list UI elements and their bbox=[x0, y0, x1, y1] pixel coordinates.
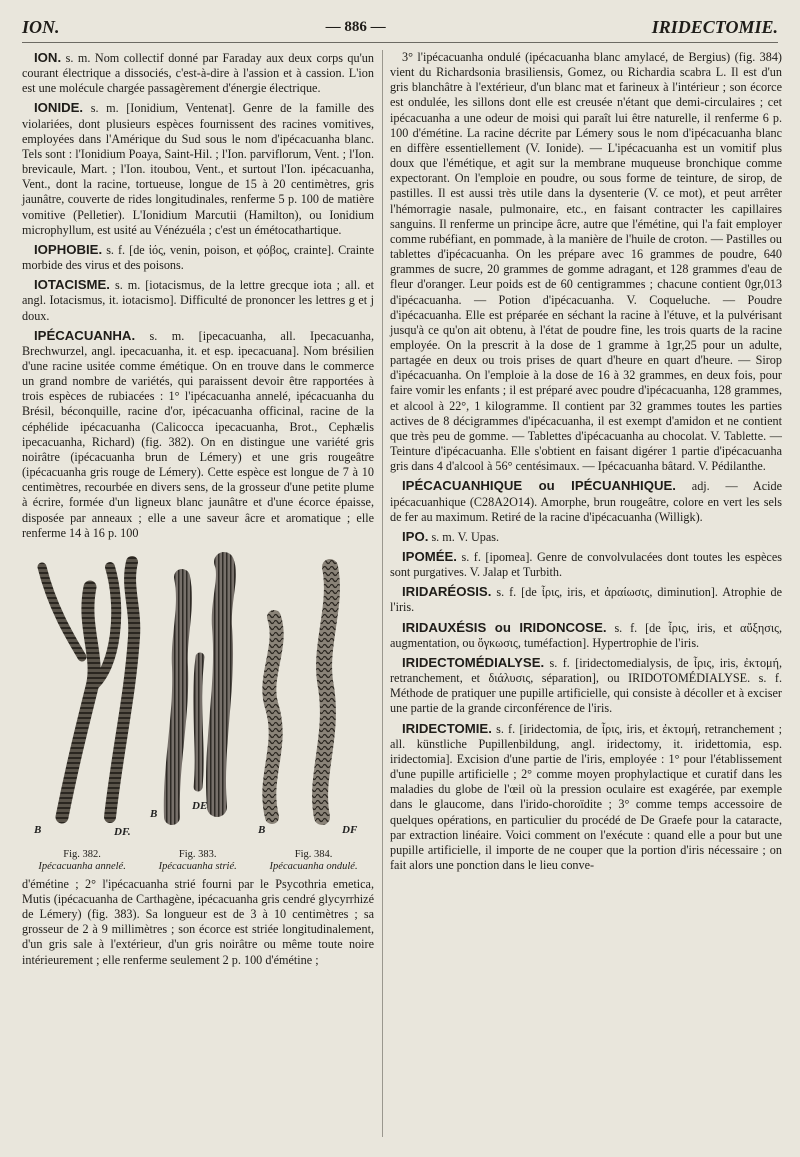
running-head bbox=[22, 12, 778, 43]
root-383-a bbox=[172, 577, 184, 817]
figure-ipecacuanha-roots bbox=[22, 547, 374, 873]
entry-iridectomie: IRIDECTOMIE. s. f. [iridectomia, de ἶρις, iris, et ἐκτομή, retranchement ; all. künstliche Pupillenbildung, angl. iridectomy, it. iridettomia, esp. iridectomia]. Excision d'une partie de l'iris, employée : 1° pour l'établissement d'une pupille artificielle ; 2° comme moyen prophylactique et curatif dans les maladies du globe de l'œil où la pression oculaire est exagérée, par exemple dans le glaucome, dans l'irido-choroïdite ; 3° comme temps accessoire de quelques opérations, en particulier du procédé de De Graefe pour la cataracte, par extraction linéaire. Voici comment on l'exécute : quand elle a pour but une pupille artificielle, il importe de ne couper que la portion d'iris nécessaire ; on fait alors une ponction dans le lieu conve- bbox=[390, 720, 782, 872]
root-383-b bbox=[216, 562, 226, 807]
engraver-mark: DE bbox=[192, 799, 208, 812]
entry-iridauxesis: IRIDAUXÉSIS ou IRIDONCOSE. s. f. [de ἶρις, iris, et αὔξησις, augmentation, ou ὄγκωσις, tuméfaction]. Hypertrophie de l'iris. bbox=[390, 619, 783, 650]
caption-fig-384: Fig. 384. Ipécacuanha ondulé. bbox=[269, 848, 358, 872]
root-382-c bbox=[42, 567, 82, 657]
entry-iophobie: IOPHOBIE. s. f. [de ἰός, venin, poison, et φόβος, crainte]. Crainte morbide des virus et des poisons. bbox=[22, 241, 374, 273]
entry-ipecacuanhique: IPÉCACUANHIQUE ou IPÉCUANHIQUE. adj. — Acide ipécacuanhique (C28A2O14). Amorphe, brun rougeâtre, colore en vert les sels de fer au maximum. Retiré de la racine d'ipécacuanha (Willigk). bbox=[390, 478, 782, 524]
entry-iridectomedialyse: IRIDECTOMÉDIALYSE. s. f. [iridectomedialysis, de ἶρις, iris, ἐκτομή, retranchement, et διάλυσις, séparation], ou IRIDOTOMÉDIALYSE. s. f. Méthode de pratiquer une pupille artificielle, qui consiste à décoller et à exciser une partie de la grande circonférence de l'iris. bbox=[390, 654, 782, 716]
running-head-left: ION. bbox=[22, 16, 60, 37]
figure-captions bbox=[22, 849, 374, 873]
page-number: — 886 — bbox=[325, 18, 386, 35]
entry-ipecacuanha-cont: 3° l'ipécacuanha ondulé (ipécacuanha blanc amylacé, de Bergius) (fig. 384) vient du Richardsonia brasiliensis, Gomez, ou Richardia scabra L. Il est d'un gris blanchâtre à l'extérieur, d'un blanc mat et farineux à l'intérieur ; son écorce est ondulée, les sillons dont elle est creusée n'étant que demi-circulaires ; cet ipécacuanha a une odeur de moisi qui paraît lui être naturelle, il renferme 6 p. 100 d'émétine. La racine décrite par Lémery sous le nom d'ipécacuanha blanc en diffère essentiellement (V. Ionide). — L'ipécacuanha est un vomitif plus doux que l'émétique, et agit sur la membrane muqueuse bronchique comme expectorant. On l'emploie en poudre, ou sous forme de teinture, de sirop, de pastilles. Il est aussi très utile dans la dysenterie (V. ce mot), et peut arrêter l'hémorragie nasale, pulmonaire, etc., en faisant contracter les capillaires sanguins. Il renferme un principe âcre, autre que l'émétine, qui l'a fait employer comme rubéfiant, en pommade, à la manière de l'huile de croton. — Pastilles ou tablettes d'ipécacuanha. On les prépare avec 16 grammes de poudre, 640 grammes de sucre, 20 grammes de gomme adragant, et 128 grammes d'eau de fleur d'oranger. Leur poids est de 60 centigrammes ; chacune contient 0gr,013 d'ipécacuanha. — Potion d'ipécacuanha. V. Coqueluche. — Poudre d'ipécacuanha. Elle est préparée en séchant la racine à l'étuve, et la pulvérisant jusqu'à ce qu'on ait obtenu, à l'état de poudre fine, les trois quarts de la racine employée. On la prescrit à la dose de 1 gramme à 1gr,25 pour un adulte, partagée en deux ou trois prises de quart d'heure en quart d'heure. — Sirop d'ipécacuanha. On l'emploie à la dose de 16 à 32 grammes, en deux fois, pour faire vomir les enfants ; il est préparé avec poudre d'ipécacuanha, 128 grammes, et alcool à 22°, 1 kilogramme. Il contient par 32 grammes toutes les parties actives de 8 décigrammes d'ipécacuanha, il est exempt d'amidon et ne contient que très peu de gomme. — Tablettes d'ipécacuanha au chocolat. V. Tablette. — Teinture d'ipécacuanha. Elle s'obtient en faisant digérer 1 partie d'ipécacuanha gris dans 4 d'alcool à 56° centésimaux. — Ipécacuanha bâtard. V. Pédilanthe. bbox=[390, 50, 782, 474]
entry-ipo: IPO. s. m. V. Upas. bbox=[402, 528, 500, 544]
entry-ipecacuanha: IPÉCACUANHA. s. m. [ipecacuanha, all. Ipecacuanha, Brechwurzel, angl. ipecacuanha, it. et esp. ipecacuana]. Nom brésilien d'une racine usitée comme émétique. On en trouve dans le commerce un grand nombre de variétés, qui paraissent devoir être rapportées à trois espèces de rubiacées : 1° l'ipécacuanha annelé, ipécacuanha du Brésil, béconquille, racine d'or, ipécacuanha officinal, racine de la céphélide ipécacuanha (Calicocca ipecacuanha, Brot., Cephælis ipecacuanha, Richard) (fig. 382). On en distingue une variété gris noirâtre (ipécacuanha brun de Lémery) et une gris rougeâtre (ipécacuanha gris rouge de Lémery). Cette espèce est longue de 7 à 10 centimètres, recourbée en divers sens, de la grosseur d'une petite plume à écrire, formée d'un ligneux blanc jaunâtre et d'une écorce épaisse, disposée par anneaux ; elle a une saveur âcre et aromatique ; elle renferme 14 à 16 p. 100 bbox=[22, 327, 374, 540]
engraver-mark: B bbox=[34, 823, 42, 836]
entry-iotacisme: IOTACISME. s. m. [iotacismus, de la lettre grecque iota ; all. et angl. Iotacismus, it. iotacismo]. Difficulté de prononcer les lettres g et j doux. bbox=[22, 277, 375, 323]
engraver-mark: DF bbox=[342, 823, 358, 836]
right-column bbox=[390, 50, 782, 873]
running-head-right: IRIDECTOMIE. bbox=[651, 16, 778, 37]
caption-fig-382: Fig. 382. Ipécacuanha annelé. bbox=[38, 848, 126, 872]
entry-iridareosis: IRIDARÉOSIS. s. f. [de ἶρις, iris, et ἀραίωσις, diminution]. Atrophie de l'iris. bbox=[390, 584, 783, 615]
engraver-mark: B bbox=[150, 807, 158, 820]
engraver-mark: B bbox=[258, 823, 266, 836]
root-engravings bbox=[22, 547, 374, 847]
entry-ipomee: IPOMÉE. s. f. [ipomea]. Genre de convolvulacées dont toutes les espèces sont purgatives. V. Jalap et Turbith. bbox=[390, 549, 782, 580]
entry-ionide: IONIDE. s. m. [Ionidium, Ventenat]. Genre de la famille des violariées, dont plusieurs espèces fournissent des racines vomitives, employées dans l'Amérique du Sud sous le nom d'ipécacuanha blanc. Tels sont : l'Ionidium Poaya, Saint-Hil. ; l'Ion. parviflorum, Vent. ; l'Ion. brevicaule, Mart. ; l'Ion. itoubou, Vent., et surtout l'Ion. ipécacuanha, Vent., dont la racine, tortueuse, longue de 15 à 20 centimètres, gris jaunâtre, couverte de rides longitudinales, renferme 5 p. 100 de matière vomitive (Pelletier). L'Ionidium Marcutii (Hamilton), ou Ionidium microphyllum, est usité au Vénézuéla ; c'est un émétocathartique. bbox=[22, 100, 374, 237]
left-column bbox=[22, 50, 374, 968]
caption-fig-383: Fig. 383. Ipécacuanha strié. bbox=[158, 848, 237, 872]
entry-ion: ION. s. m. Nom collectif donné par Faraday aux deux corps qu'un courant électrique a dissociés, c'est-à-dire à l'assion et à cassion. L'ion est une molécule chargée passagèrement d'énergie électrique. bbox=[22, 50, 374, 96]
root-384-a bbox=[269, 617, 276, 817]
entry-ipecacuanha-continued: d'émétine ; 2° l'ipécacuanha strié fourni par le Psycothria emetica, Mutis (ipécacuanha de Carthagène, ipécacuanha gris cendré glycyrrhizé de Lémery) (fig. 383). Sa longueur est de 3 à 10 centimètres ; sa grosseur de 2 à 9 millimètres ; son écorce est striée longitudinalement, d'un gris sale à l'extérieur, d'un gris noirâtre ou même toute noire intérieurement ; elle renferme seulement 2 p. 100 d'émétine ; bbox=[22, 876, 374, 967]
root-384-b bbox=[320, 567, 332, 817]
engraver-mark: DF. bbox=[114, 825, 131, 838]
root-383-c bbox=[198, 657, 200, 787]
column-divider bbox=[382, 50, 383, 1137]
